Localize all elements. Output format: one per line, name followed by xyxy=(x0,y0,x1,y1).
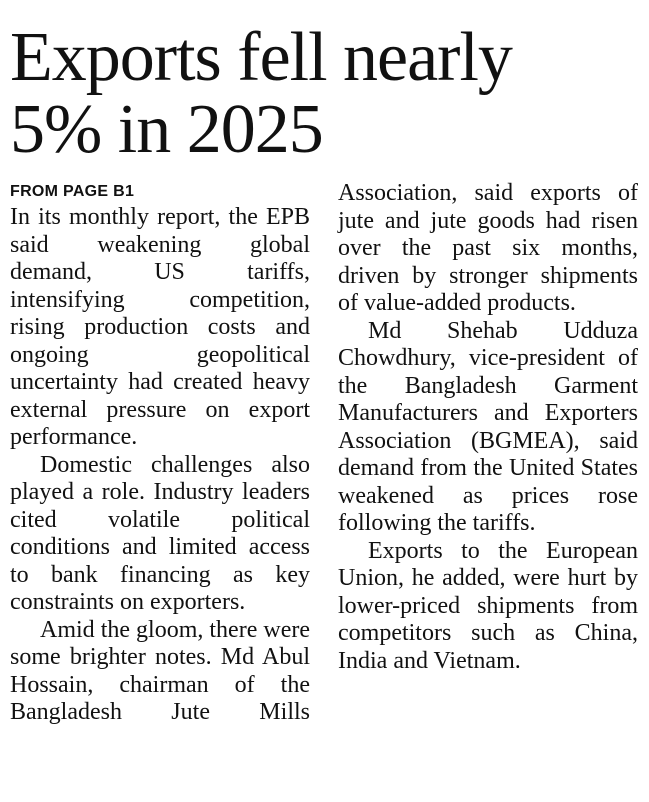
paragraph-4: Md Shehab Udduza Chowdhury, vice-president of the Bangladesh Garment Manufacturers and Exporters Association (BGMEA), said demand from the United States weakened as prices rose following the tariffs. xyxy=(338,317,638,536)
headline-line-1: Exports fell nearly xyxy=(10,19,512,96)
paragraph-2: Domestic challenges also played a role. Industry leaders cited volatile political conditions and limited access to bank financing as key constraints on exporters. xyxy=(10,451,310,615)
paragraph-3: Amid the gloom, there were some brighter notes. Md Abul Hossain, chairman of the Bangladesh Jute Mills xyxy=(10,616,310,725)
paragraph-5: Exports to the European Union, he added, were hurt by lower-priced shipments from competitors such as China, India and Vietnam. xyxy=(338,537,638,674)
paragraph-3-continued: Association, said exports of jute and jute goods had risen over the past six months, driven by stronger shipments of value-added products. xyxy=(338,180,638,316)
headline xyxy=(10,19,640,168)
article-column-left xyxy=(10,180,310,727)
paragraph-1: In its monthly report, the EPB said weakening global demand, US tariffs, intensifying competition, rising production costs and ongoing geopolitical uncertainty had created heavy external pressure on export performance. xyxy=(10,204,310,450)
dateline: FROM PAGE B1 xyxy=(10,183,135,200)
article-column-right xyxy=(338,180,638,675)
headline-line-2: 5% in 2025 xyxy=(10,91,323,168)
